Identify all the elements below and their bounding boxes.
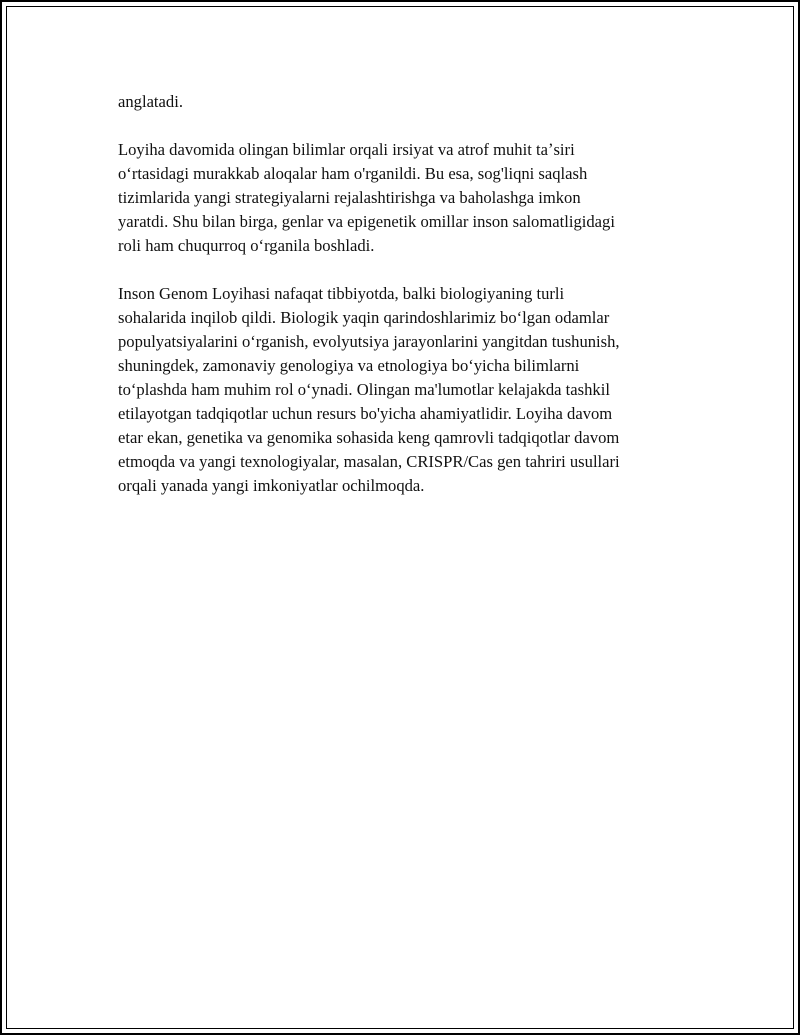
document-body bbox=[118, 90, 678, 498]
paragraph-heredity-environment: Loyiha davomida olingan bilimlar orqali irsiyat va atrof muhit taʼsiri oʻrtasidagi murakkab aloqalar ham o'rganildi. Bu esa, sog'liqni saqlash tizimlarida yangi strategiyalarni rejalashtirishga va baholashga imkon yaratdi. Shu bilan birga, genlar va epigenetik omillar inson salomatligidagi roli ham chuqurroq oʻrganila boshladi. bbox=[118, 140, 615, 255]
paragraph-genome-project-impact: Inson Genom Loyihasi nafaqat tibbiyotda, balki biologiyaning turli sohalarida inqilob qildi. Biologik yaqin qarindoshlarimiz boʻlgan odamlar populyatsiyalarini oʻrganish, evolyutsiya jarayonlarini yangitdan tushunish, shuningdek, zamonaviy genologiya va etnologiya boʻyicha bilimlarni toʻplashda ham muhim rol oʻynadi. Olingan ma'lumotlar kelajakda tashkil etilayotgan tadqiqotlar uchun resurs bo'yicha ahamiyatlidir. Loyiha davom etar ekan, genetika va genomika sohasida keng qamrovli tadqiqotlar davom etmoqda va yangi texnologiyalar, masalan, CRISPR/Cas gen tahriri usullari orqali yanada yangi imkoniyatlar ochilmoqda. bbox=[118, 284, 620, 495]
paragraph-continuation: anglatadi. bbox=[118, 92, 183, 111]
